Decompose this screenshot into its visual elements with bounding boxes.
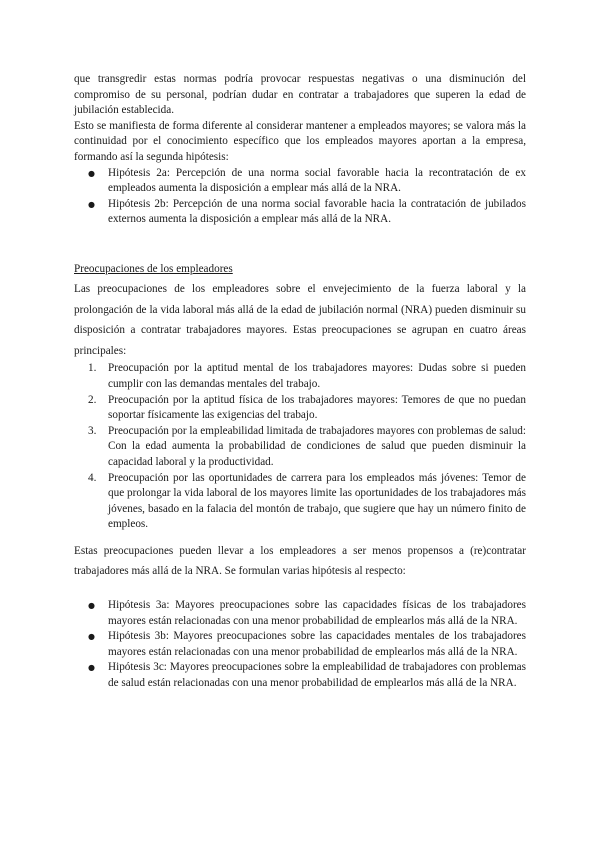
concern-text: Preocupación por la empleabilidad limitada de trabajadores mayores con problemas de salud: Con la edad aumenta la probabilidad de condiciones de salud que pueden disminuir la capacidad laboral y la productividad. bbox=[108, 424, 526, 468]
hypothesis-2a: ● Hipótesis 2a: Percepción de una norma social favorable hacia la recontratación de ex empleados aumenta la disposición a emplear más allá de la NRA. bbox=[74, 166, 526, 197]
section-heading: Preocupaciones de los empleadores bbox=[74, 262, 233, 275]
concern-number: 2. bbox=[88, 393, 97, 406]
hypotheses-2-list bbox=[74, 166, 526, 228]
concern-item bbox=[74, 393, 526, 424]
concern-number: 3. bbox=[88, 424, 97, 437]
concern-text: Preocupación por la aptitud mental de los trabajadores mayores: Dudas sobre si pueden cumplir con las demandas mentales del trabajo. bbox=[108, 362, 526, 391]
concerns-list bbox=[74, 361, 526, 533]
hypothesis-3b: ● Hipótesis 3b: Mayores preocupaciones sobre las capacidades mentales de los trabajadores mayores están relacionadas con una menor probabilidad de emplearlos más allá de la NRA. bbox=[74, 629, 526, 660]
concern-item bbox=[74, 424, 526, 471]
hypothesis-3a: ● Hipótesis 3a: Mayores preocupaciones sobre las capacidades físicas de los trabajadores mayores están relacionadas con una menor probabilidad de emplearlos más allá de la NRA. bbox=[74, 598, 526, 629]
document-page bbox=[74, 72, 526, 692]
intro-paragraph: Esto se manifiesta de forma diferente al considerar mantener a empleados mayores; se valora más la continuidad por el conocimiento específico que los empleados mayores aportan a la empresa, formando así la segunda hipótesis: bbox=[74, 119, 526, 163]
concerns-intro-paragraph: Las preocupaciones de los empleadores sobre el envejecimiento de la fuerza laboral y la prolongación de la vida laboral más allá de la edad de jubilación normal (NRA) pueden disminuir su disposición a contratar trabajadores mayores. Estas preocupaciones se agrupan en cuatro áreas principales: bbox=[74, 283, 526, 357]
concern-item bbox=[74, 361, 526, 392]
concern-number: 4. bbox=[88, 471, 97, 484]
hypothesis-3c: ● Hipótesis 3c: Mayores preocupaciones sobre la empleabilidad de trabajadores con problemas de salud están relacionadas con una menor probabilidad de emplearlos más allá de la NRA. bbox=[74, 660, 526, 691]
concern-number: 1. bbox=[88, 362, 97, 375]
hypotheses-3-list bbox=[74, 598, 526, 692]
closing-paragraph: Estas preocupaciones pueden llevar a los empleadores a ser menos propensos a (re)contratar trabajadores más allá de la NRA. Se formulan varias hipótesis al respecto: bbox=[74, 544, 526, 578]
concern-text: Preocupación por las oportunidades de carrera para los empleados más jóvenes: Temor de que prolongar la vida laboral de los mayores limite las oportunidades de los trabajadores más jóvenes, basado en la falacia del montón de trabajo, que sugiere que hay un número finito de empleos. bbox=[108, 471, 526, 531]
concern-item bbox=[74, 471, 526, 533]
concern-text: Preocupación por la aptitud física de los trabajadores mayores: Temores de que no puedan soportar físicamente las exigencias del trabajo. bbox=[108, 393, 526, 422]
hypothesis-2b: ● Hipótesis 2b: Percepción de una norma social favorable hacia la contratación de jubilados externos aumenta la disposición a emplear más allá de la NRA. bbox=[74, 197, 526, 228]
continuation-paragraph: que transgredir estas normas podría provocar respuestas negativas o una disminución del compromiso de su personal, podrían dudar en contratar a trabajadores que superen la edad de jubilación establecida. bbox=[74, 73, 526, 117]
